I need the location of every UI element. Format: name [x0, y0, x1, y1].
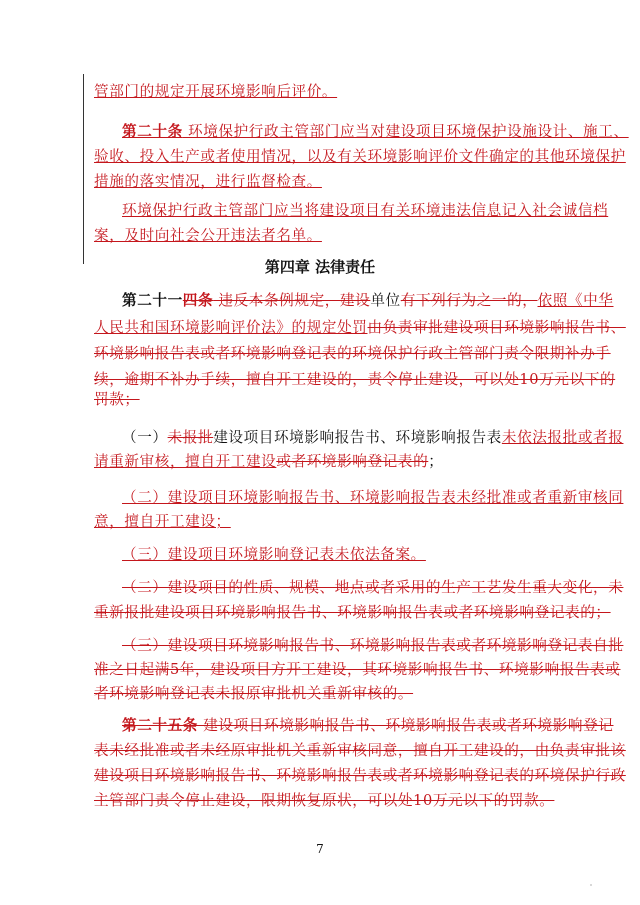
deleted-text: 有下列行为之一的，: [400, 292, 538, 309]
change-bar: [83, 74, 84, 264]
article-25-line: [122, 716, 613, 736]
text-line: 管部门的规定开展环境影响后评价。: [94, 83, 338, 100]
text-line: 环境保护行政主管部门应当将建设项目有关环境违法信息记入社会诚信档: [122, 202, 609, 219]
deleted-text: 违反本条例规定，建设: [213, 292, 371, 309]
article-20-line: [122, 122, 629, 142]
text-line: 罚款；: [94, 391, 140, 408]
page-number: 7: [316, 842, 324, 856]
text-line: 验收、投入生产或者使用情况，以及有关环境影响评价文件确定的其他环境保护: [94, 148, 626, 165]
text-line: （三）建设项目环境影响登记表未依法备案。: [122, 546, 426, 563]
deleted-text: 四条: [182, 292, 214, 309]
inserted-text: 请重新审核，擅自开工建设: [94, 453, 277, 470]
text-line: 措施的落实情况，进行监督检查。: [94, 173, 322, 190]
inserted-text: 未依法报批或者报: [501, 429, 624, 446]
text-line: 案，及时向社会公开违法者名单。: [94, 227, 322, 244]
text-line: 建设项目环境影响报告书、环境影响报告表或者环境影响登记表的环境保护行政: [94, 767, 626, 784]
text-line: 重新报批建设项目环境影响报告书、环境影响报告表或者环境影响登记表的；: [94, 604, 611, 621]
plain-text: 单位: [370, 292, 401, 309]
text-line: 环境影响报告表或者环境影响登记表的环境保护行政主管部门责令限期补办手: [94, 345, 611, 362]
text-line: 准之日起满5年，建设项目方开工建设，其环境影响报告书、环境影响报告表或: [94, 661, 621, 678]
text-line: 续，逾期不补办手续，擅自开工建设的，责令停止建设，可以处10万元以下的: [94, 371, 616, 388]
inserted-text: 环境保护行政主管部门应当对建设项目环境保护设施设计、施工、: [182, 123, 629, 140]
text-line: 表未经批准或者未经原审批机关重新审核同意，擅自开工建设的，由负责审批该: [94, 742, 626, 759]
text-line: [94, 318, 626, 338]
text-line: （二）建设项目的性质、规模、地点或者采用的生产工艺发生重大变化，未: [122, 579, 624, 596]
deleted-text: 或者环境影响登记表的: [276, 453, 429, 470]
text-line: [94, 452, 443, 472]
text-line: （二）建设项目环境影响报告书、环境影响报告表未经批准或者重新审核同: [122, 489, 624, 506]
deleted-text: 由负责审批建设项目环境影响报告书、: [367, 319, 626, 336]
inserted-text: 人民共和国环境影响评价法》的规定处罚: [94, 319, 368, 336]
item-1-line: [122, 428, 623, 448]
article-label: 第二十条: [122, 123, 183, 140]
inserted-text: 依照《中华: [537, 292, 614, 309]
text-line: （三）建设项目环境影响报告书、环境影响报告表或者环境影响登记表自批: [122, 637, 624, 654]
article-21-line: [122, 291, 613, 311]
deleted-text: 未报批: [167, 429, 214, 446]
plain-text: ；: [428, 453, 444, 470]
article-label: 第二十一: [122, 292, 183, 309]
text-line: 主管部门责令停止建设，限期恢复原状，可以处10万元以下的罚款。: [94, 792, 555, 809]
deleted-text: 建设项目环境影响报告书、环境影响报告表或者环境影响登记: [197, 717, 614, 734]
article-label: 第二十五条: [122, 717, 198, 734]
text-line: 者环境影响登记表未报原审批机关重新审核的。: [94, 685, 414, 702]
chapter-heading: 第四章 法律责任: [264, 258, 376, 276]
item-prefix: （一）: [122, 429, 168, 446]
plain-text: 建设项目环境影响报告书、环境影响报告表: [213, 429, 502, 446]
scan-speck: [590, 884, 592, 886]
text-line: 意，擅自开工建设；: [94, 513, 231, 530]
